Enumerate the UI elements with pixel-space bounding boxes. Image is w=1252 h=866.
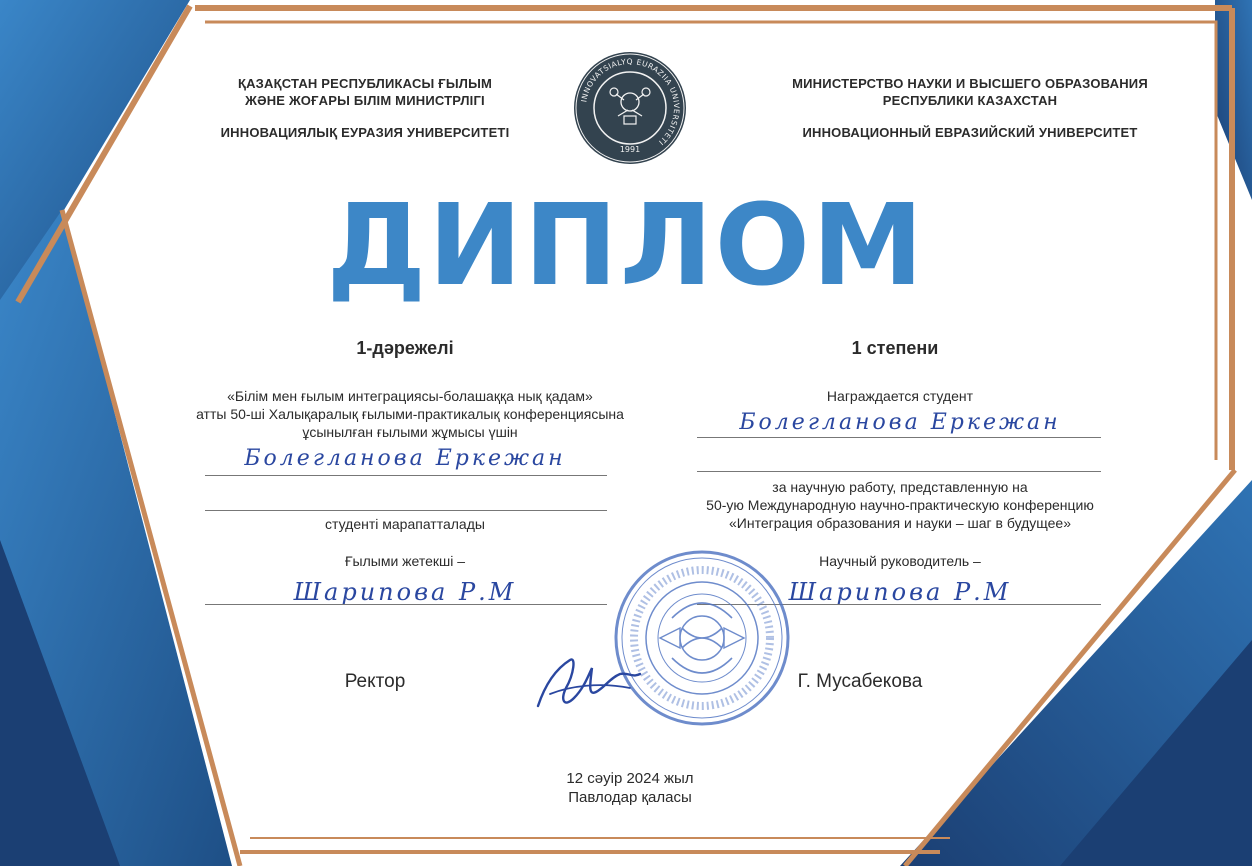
rector-name: Г. Мусабекова	[797, 671, 923, 692]
ru-ministry-line1: МИНИСТЕРСТВО НАУКИ И ВЫСШЕГО ОБРАЗОВАНИЯ	[792, 76, 1148, 91]
rector-label: Ректор	[344, 671, 406, 692]
right-name-line1	[697, 437, 1101, 438]
left-student-name: Болегланова Еркежан	[244, 446, 566, 471]
city: Павлодар қаласы	[568, 789, 692, 806]
left-conference-line2: атты 50-ші Халықаралық ғылыми-практикалық конференциясына	[196, 406, 624, 422]
right-advisor-name: Шарипова Р.М	[788, 578, 1012, 606]
left-conference-line3: ұсынылған ғылыми жұмысы үшін	[302, 424, 518, 440]
left-advisor-line	[205, 604, 607, 605]
left-name-line1	[205, 475, 607, 476]
kz-ministry-line2: ЖӘНЕ ЖОҒАРЫ БІЛІМ МИНИСТРЛІГІ	[245, 93, 485, 108]
right-degree: 1 степени	[851, 338, 939, 358]
left-name-line2	[205, 510, 607, 511]
right-work-line3: «Интеграция образования и науки – шаг в будущее»	[728, 515, 1072, 531]
rector-signature-icon	[530, 648, 650, 718]
logo-ring-text: INNOVATSIALYQ EURAZIIA UNIVERSITETI	[579, 56, 682, 148]
ru-university: ИННОВАЦИОННЫЙ ЕВРАЗИЙСКИЙ УНИВЕРСИТЕТ	[802, 125, 1138, 140]
right-student-name: Болегланова Еркежан	[739, 410, 1061, 435]
university-logo-icon	[572, 50, 688, 166]
ru-ministry-line2: РЕСПУБЛИКИ КАЗАХСТАН	[882, 93, 1058, 108]
right-work-line2: 50-ую Международную научно-практическую конференцию	[706, 497, 1094, 513]
left-advisor-label: Ғылыми жетекші –	[344, 553, 466, 569]
right-awarded: Награждается студент	[826, 388, 974, 404]
kz-university: ИННОВАЦИЯЛЫҚ ЕУРАЗИЯ УНИВЕРСИТЕТІ	[220, 125, 510, 140]
left-conference-line1: «Білім мен ғылым интеграциясы-болашаққа нық қадам»	[227, 388, 593, 404]
right-name-line2	[697, 471, 1101, 472]
right-work-line1: за научную работу, представленную на	[772, 479, 1028, 495]
right-advisor-label: Научный руководитель –	[819, 553, 981, 569]
diploma-title: ДИПЛОМ	[326, 181, 926, 311]
left-degree: 1-дәрежелі	[356, 338, 454, 358]
kz-ministry-line1: ҚАЗАҚСТАН РЕСПУБЛИКАСЫ ҒЫЛЫМ	[237, 76, 493, 91]
left-awarded: студенті марапатталады	[325, 516, 485, 532]
left-advisor-name: Шарипова Р.М	[293, 578, 517, 606]
date: 12 сәуір 2024 жыл	[566, 770, 694, 787]
logo-year: 1991	[619, 145, 641, 154]
